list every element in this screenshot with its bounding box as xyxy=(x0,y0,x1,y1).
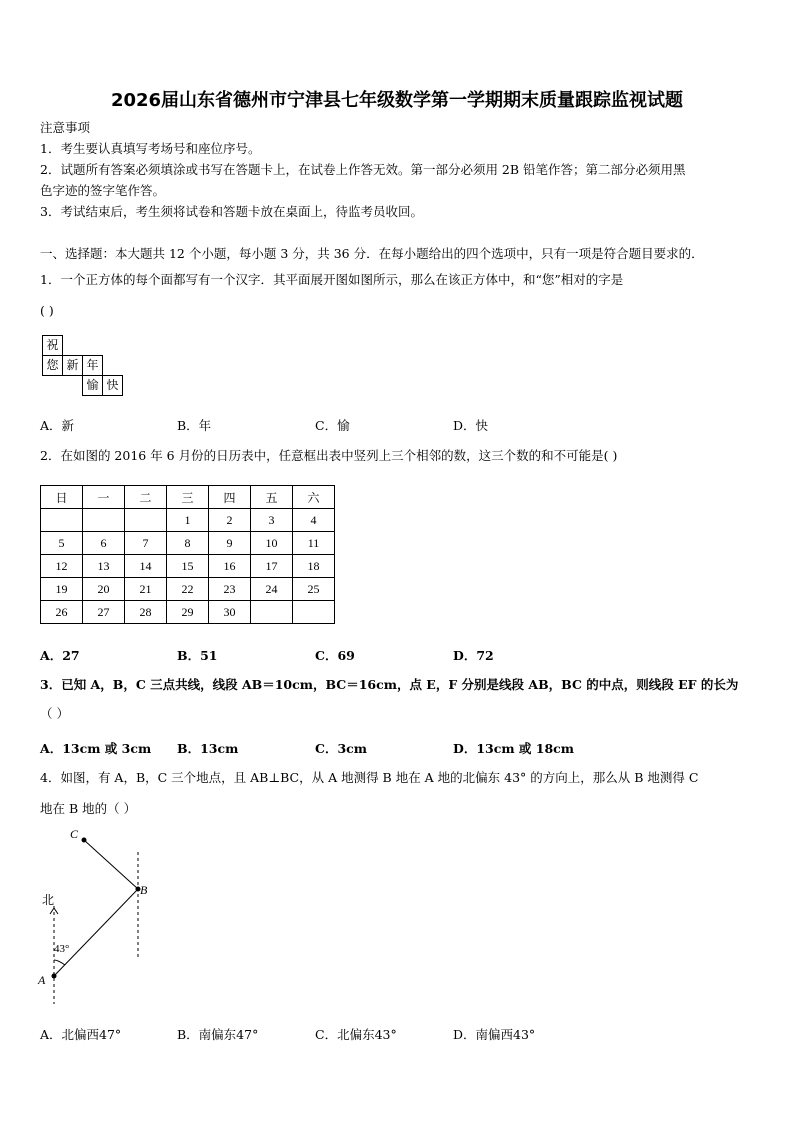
option-b[interactable]: B．南偏东47° xyxy=(177,1027,259,1042)
calendar-cell xyxy=(293,601,335,624)
section-heading: 一、选择题：本大题共 12 个小题，每小题 3 分，共 36 分．在每小题给出的四个选项中，只有一项是符合题目要求的． xyxy=(40,246,704,261)
net-cell: 新 xyxy=(62,355,83,376)
calendar-header-cell: 一 xyxy=(83,486,125,509)
point-c xyxy=(82,838,87,843)
option-b[interactable]: B．13cm xyxy=(177,741,239,756)
calendar-cell: 7 xyxy=(125,532,167,555)
angle-arc xyxy=(54,960,65,965)
question-4-stem-continued: 地在 B 地的（ ） xyxy=(40,801,137,816)
calendar-row xyxy=(41,509,335,532)
calendar-header-cell: 六 xyxy=(293,486,335,509)
calendar-cell: 19 xyxy=(41,578,83,601)
calendar-table xyxy=(40,485,335,624)
calendar-cell: 15 xyxy=(167,555,209,578)
calendar-cell: 10 xyxy=(251,532,293,555)
label-angle: 43° xyxy=(54,943,70,955)
calendar-row xyxy=(41,532,335,555)
option-c[interactable]: C．愉 xyxy=(315,418,350,433)
notice-item: 色字迹的签字笔作答。 xyxy=(40,183,166,198)
calendar-cell: 28 xyxy=(125,601,167,624)
calendar-cell: 3 xyxy=(251,509,293,532)
question-1-stem: 1．一个正方体的每个面都写有一个汉字．其平面展开图如图所示，那么在该正方体中，和“您”相对的字是 xyxy=(40,272,624,287)
direction-figure xyxy=(30,822,170,1012)
calendar-header-cell: 五 xyxy=(251,486,293,509)
option-d[interactable]: D．南偏西43° xyxy=(453,1027,536,1042)
calendar-header-cell: 四 xyxy=(209,486,251,509)
segment-bc xyxy=(84,840,138,889)
question-1-paren: ( ) xyxy=(40,303,54,318)
question-4-stem: 4．如图，有 A，B，C 三个地点，且 AB⊥BC，从 A 地测得 B 地在 A 地的北偏东 43° 的方向上，那么从 B 地测得 C xyxy=(40,770,699,785)
calendar-cell: 27 xyxy=(83,601,125,624)
point-a xyxy=(52,974,57,979)
option-b[interactable]: B．年 xyxy=(177,418,212,433)
calendar-cell: 25 xyxy=(293,578,335,601)
calendar-cell: 14 xyxy=(125,555,167,578)
notice-item: 1．考生要认真填写考场号和座位序号。 xyxy=(40,141,261,156)
calendar-cell: 12 xyxy=(41,555,83,578)
option-a[interactable]: A．27 xyxy=(40,648,80,663)
calendar-cell: 30 xyxy=(209,601,251,624)
net-cell: 祝 xyxy=(42,335,63,356)
option-b[interactable]: B．51 xyxy=(177,648,218,663)
option-d[interactable]: D．72 xyxy=(453,648,494,663)
net-cell: 快 xyxy=(102,375,123,396)
calendar-cell: 13 xyxy=(83,555,125,578)
calendar-cell: 2 xyxy=(209,509,251,532)
calendar-cell: 6 xyxy=(83,532,125,555)
calendar-cell xyxy=(83,509,125,532)
calendar-cell: 24 xyxy=(251,578,293,601)
calendar-cell: 5 xyxy=(41,532,83,555)
option-c[interactable]: C．3cm xyxy=(315,741,367,756)
calendar-cell: 11 xyxy=(293,532,335,555)
calendar-cell: 20 xyxy=(83,578,125,601)
label-c: C xyxy=(70,827,79,841)
calendar-cell: 16 xyxy=(209,555,251,578)
calendar-cell: 23 xyxy=(209,578,251,601)
option-d[interactable]: D．快 xyxy=(453,418,489,433)
option-a[interactable]: A．北偏西47° xyxy=(40,1027,122,1042)
calendar-cell: 17 xyxy=(251,555,293,578)
label-b: B xyxy=(140,883,148,897)
calendar-cell: 26 xyxy=(41,601,83,624)
calendar-cell xyxy=(251,601,293,624)
calendar-header-cell: 二 xyxy=(125,486,167,509)
calendar-cell: 22 xyxy=(167,578,209,601)
question-3-paren: （ ） xyxy=(40,706,69,721)
calendar-row xyxy=(41,578,335,601)
notice-heading: 注意事项 xyxy=(40,120,91,135)
option-a[interactable]: A．13cm 或 3cm xyxy=(40,741,152,756)
label-a: A xyxy=(38,973,46,987)
calendar-cell: 1 xyxy=(167,509,209,532)
option-c[interactable]: C．北偏东43° xyxy=(315,1027,397,1042)
option-d[interactable]: D．13cm 或 18cm xyxy=(453,741,575,756)
option-c[interactable]: C．69 xyxy=(315,648,355,663)
calendar-cell: 29 xyxy=(167,601,209,624)
label-north: 北 xyxy=(42,893,55,907)
calendar-header-cell: 三 xyxy=(167,486,209,509)
calendar-cell: 9 xyxy=(209,532,251,555)
calendar-cell: 18 xyxy=(293,555,335,578)
calendar-cell: 4 xyxy=(293,509,335,532)
net-cell: 愉 xyxy=(82,375,103,396)
net-cell: 您 xyxy=(42,355,63,376)
calendar-header-cell: 日 xyxy=(41,486,83,509)
calendar-row xyxy=(41,601,335,624)
notice-item: 3．考试结束后，考生须将试卷和答题卡放在桌面上，待监考员收回。 xyxy=(40,204,423,219)
calendar-cell xyxy=(41,509,83,532)
calendar-row xyxy=(41,555,335,578)
calendar-cell: 21 xyxy=(125,578,167,601)
option-a[interactable]: A．新 xyxy=(40,418,75,433)
calendar-cell: 8 xyxy=(167,532,209,555)
segment-ab xyxy=(54,889,138,976)
question-3-stem: 3．已知 A，B，C 三点共线，线段 AB＝10cm，BC＝16cm，点 E，F 分别是线段 AB，BC 的中点，则线段 EF 的长为 xyxy=(40,677,739,692)
page-title: 2026届山东省德州市宁津县七年级数学第一学期期末质量跟踪监视试题 xyxy=(110,90,684,111)
notice-item: 2．试题所有答案必须填涂或书写在答题卡上，在试卷上作答无效。第一部分必须用 2B 铅笔作答；第二部分必须用黑 xyxy=(40,162,686,177)
net-cell: 年 xyxy=(82,355,103,376)
calendar-cell xyxy=(125,509,167,532)
calendar-header-row xyxy=(41,486,335,509)
question-2-stem: 2．在如图的 2016 年 6 月份的日历表中，任意框出表中竖列上三个相邻的数，这三个数的和不可能是( ) xyxy=(40,448,618,463)
